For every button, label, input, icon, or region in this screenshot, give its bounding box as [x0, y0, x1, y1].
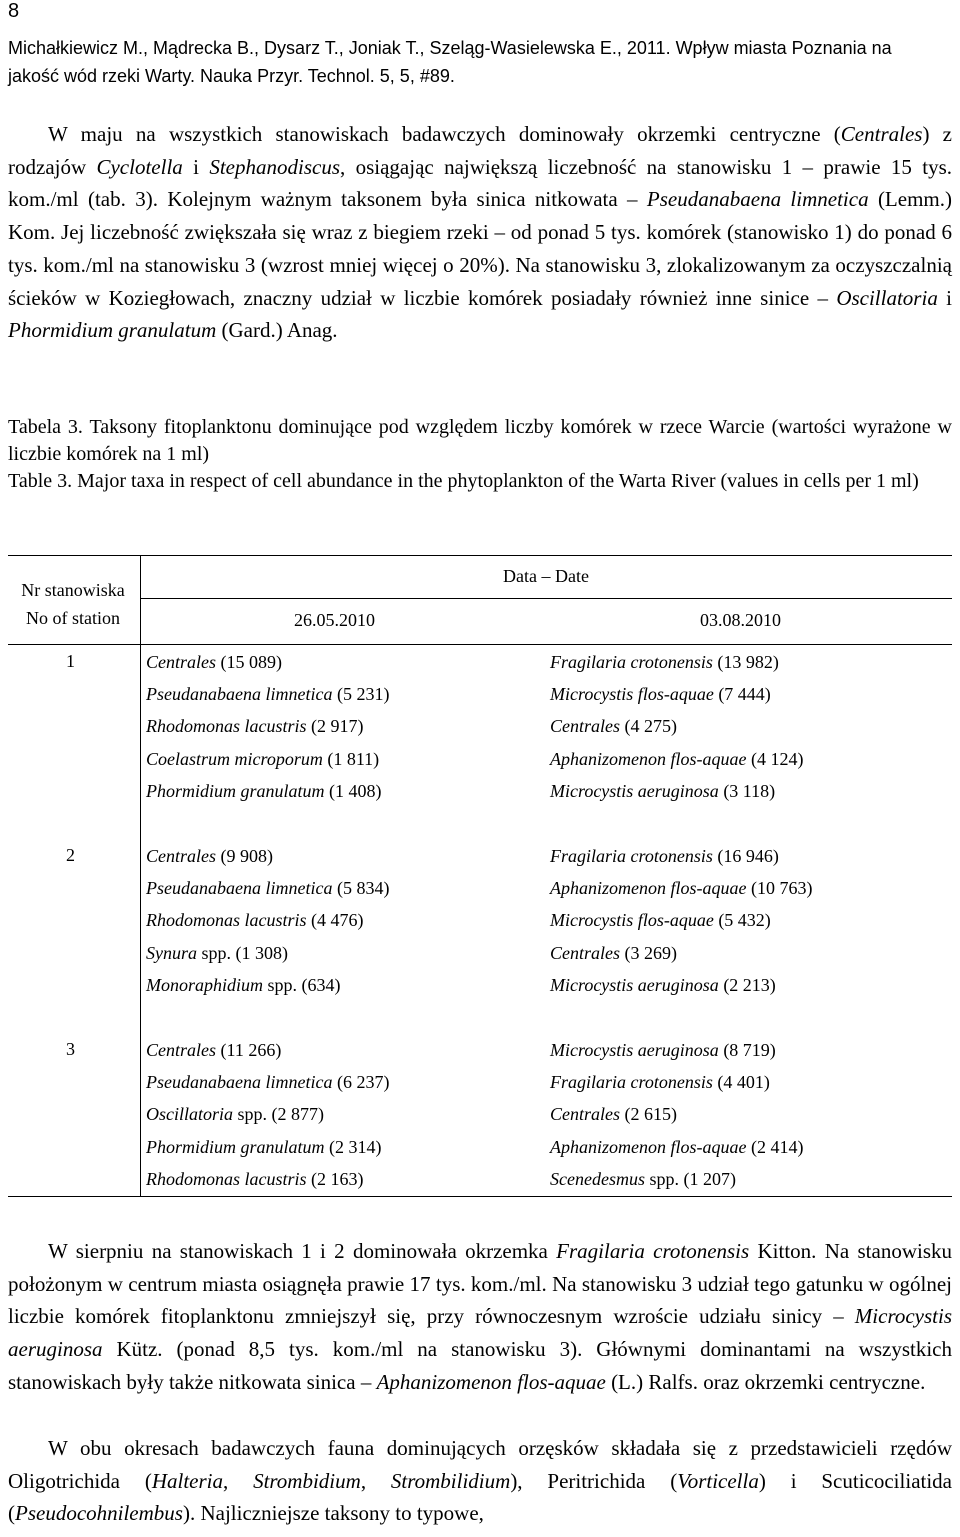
- taxon-name: Oscillatoria: [146, 1104, 234, 1125]
- cell-count: (16 946): [712, 846, 779, 866]
- taxon-name: Aphanizomenon flos-aquae: [376, 1369, 606, 1394]
- text-run: (L.) Ralfs. oraz okrzemki centryczne.: [605, 1369, 926, 1394]
- text-run: , osiągając największą liczebność na stanowisku 1 – prawie 15 tys. kom./ml (tab. 3). Kolejnym ważnym taksonem była sinica nitkowata –: [8, 154, 952, 212]
- date-august-header: 03.08.2010: [700, 610, 781, 630]
- page-number: 8: [8, 0, 20, 22]
- cell-count: spp. (634): [263, 974, 341, 995]
- taxon-entry-may: [146, 1131, 382, 1163]
- cell-count: (5 432): [713, 910, 771, 931]
- taxon-name: Fragilaria crotonensis: [556, 1239, 750, 1263]
- table-caption-polish: Tabela 3. Taksony fitoplanktonu dominujące pod względem liczby komórek w rzece Warcie (wartości wyrażone w liczbie komórek na 1 ml): [8, 416, 952, 465]
- text-run: (Lemm.) Kom. Jej liczebność zwiększała się wraz z biegiem rzeki – od ponad 5 tys. komórek (stanowisko 1) do ponad 6 tys. kom./ml na stanowisku 3 (wzrost mniej więcej o 20%). Na stanowisku 3, zlokalizowanym za oczyszczalnią ścieków w Koziegłowach, znaczny udział w liczbie komórek posiadały również inne sinice –: [8, 187, 952, 310]
- taxon-entry-may: [146, 1066, 389, 1098]
- taxon-name: Centrales: [146, 1040, 216, 1060]
- taxon-entry-may: [146, 969, 341, 1001]
- taxon-name: Centrales: [146, 652, 216, 672]
- taxon-name: Aphanizomenon flos-aquae: [550, 878, 747, 899]
- taxon-name: Rhodomonas lacustris: [146, 1168, 307, 1189]
- text-run: ), Peritrichida (: [510, 1468, 678, 1493]
- cell-count: (10 763): [746, 878, 813, 899]
- cell-count: spp. (1 207): [644, 1168, 736, 1189]
- taxon-name: Vorticella: [677, 1468, 759, 1493]
- taxon-entry-august: [550, 1131, 803, 1163]
- cell-count: (13 982): [712, 652, 779, 672]
- taxon-name: Fragilaria crotonensis: [550, 846, 713, 866]
- cell-count: (1 408): [324, 780, 382, 801]
- cell-count: spp. (2 877): [233, 1104, 325, 1125]
- taxon-entry-august: [550, 646, 779, 678]
- taxon-name: Strombilidium: [390, 1468, 511, 1493]
- taxon-name: Centrales: [550, 1104, 620, 1125]
- station-header-pl: Nr stanowiska: [21, 580, 125, 600]
- cell-count: (4 275): [620, 716, 677, 737]
- table-bottom-rule: [8, 1196, 952, 1197]
- table-header-rule: [8, 644, 952, 645]
- taxon-entry-may: [146, 904, 364, 936]
- taxon-entry-may: [146, 1163, 364, 1195]
- taxon-name: Microcystis aeruginosa: [550, 780, 719, 801]
- taxon-name: Centrales: [840, 122, 923, 146]
- taxon-name: Synura: [146, 942, 197, 963]
- station-number: 2: [66, 845, 75, 865]
- taxon-name: Aphanizomenon flos-aquae: [550, 748, 747, 769]
- cell-count: (8 719): [718, 1040, 776, 1060]
- cell-count: (2 414): [746, 1136, 804, 1157]
- text-run: Kütz. (ponad 8,5 tys. kom./ml na stanowisku 3). Głównymi dominantami na wszystkich stanowiskach były także nitkowata sinica –: [8, 1337, 952, 1394]
- table-caption: [8, 414, 952, 495]
- citation-header: [8, 34, 952, 90]
- taxon-entry-august: [550, 872, 812, 904]
- text-run: Kitton. Na stanowisku położonym w centrum miasta osiągnęła prawie 17 tys. kom./ml. Na stanowisku 3 udział tego gatunku w ogólnej liczbie komórek fitoplanktonu zmniejszył się, przy równoczesnym wzroście udziału sinicy –: [8, 1239, 952, 1329]
- station-number: 1: [66, 651, 75, 671]
- taxon-name: Rhodomonas lacustris: [146, 716, 307, 737]
- table-body-divider: [140, 644, 141, 1196]
- cell-count: (2 213): [718, 974, 776, 995]
- taxon-name: Pseudanabaena limnetica: [146, 1072, 333, 1093]
- cell-count: (2 163): [306, 1168, 364, 1189]
- citation-line-1: Michałkiewicz M., Mądrecka B., Dysarz T., Joniak T., Szeląg-Wasielewska E., 2011. Wpływ miasta Poznania na: [8, 38, 892, 58]
- taxon-entry-august: [550, 1098, 677, 1130]
- table-date-rule: [140, 598, 952, 599]
- taxon-entry-august: [550, 937, 677, 969]
- taxon-name: Phormidium granulatum: [146, 780, 325, 801]
- text-run: W sierpniu na stanowiskach 1 i 2 dominowała okrzemka: [48, 1239, 557, 1263]
- taxon-name: Phormidium granulatum: [146, 1136, 325, 1157]
- taxon-name: Rhodomonas lacustris: [146, 910, 307, 931]
- taxon-entry-may: [146, 775, 382, 807]
- taxon-entry-may: [146, 937, 288, 969]
- taxon-name: Oscillatoria: [836, 285, 938, 310]
- taxon-entry-may: [146, 1098, 324, 1130]
- cell-count: (2 314): [324, 1136, 382, 1157]
- cell-count: (15 089): [216, 652, 282, 672]
- taxon-entry-august: [550, 743, 803, 775]
- cell-count: (5 231): [332, 684, 390, 705]
- taxon-name: Microcystis aeruginosa: [550, 974, 719, 995]
- text-run: W maju na wszystkich stanowiskach badawczych dominowały okrzemki centryczne (: [48, 122, 841, 146]
- taxon-entry-may: [146, 743, 379, 775]
- taxon-entry-may: [146, 710, 364, 742]
- cell-count: (4 401): [712, 1072, 770, 1093]
- taxon-name: Pseudanabaena limnetica: [146, 878, 333, 899]
- taxon-name: Cyclotella: [96, 154, 183, 179]
- cell-count: (3 118): [718, 780, 776, 801]
- taxon-entry-august: [550, 969, 776, 1001]
- taxon-name: Fragilaria crotonensis: [550, 1072, 713, 1093]
- text-run: W obu okresach badawczych fauna dominujących orzęsków składała się z przedstawicieli rzędów Oligotrichida (: [8, 1436, 952, 1493]
- cell-count: (6 237): [332, 1072, 390, 1093]
- station-number: 3: [66, 1039, 75, 1059]
- taxon-name: Strombidium: [253, 1468, 361, 1493]
- text-run: ). Najliczniejsze taksony to typowe,: [182, 1501, 484, 1526]
- taxon-name: Coelastrum microporum: [146, 748, 323, 769]
- taxon-name: Monoraphidium: [146, 974, 263, 995]
- taxon-name: Centrales: [550, 942, 620, 963]
- taxon-name: Halteria: [151, 1468, 223, 1493]
- taxon-name: Aphanizomenon flos-aquae: [550, 1136, 747, 1157]
- text-run: ) z rodzajów: [8, 122, 952, 179]
- paragraph-ciliates: [8, 1432, 952, 1530]
- text-run: i: [182, 154, 210, 179]
- station-column-header: [8, 576, 138, 632]
- paragraph-may: [8, 118, 952, 347]
- cell-count: (5 834): [332, 878, 390, 899]
- taxon-name: Fragilaria crotonensis: [550, 652, 713, 672]
- cell-count: (1 811): [322, 748, 380, 769]
- taxon-entry-august: [550, 1066, 770, 1098]
- taxon-entry-august: [550, 840, 779, 872]
- taxon-entry-august: [550, 678, 771, 710]
- taxon-entry-may: [146, 646, 282, 678]
- taxon-name: Pseudanabaena limnetica: [646, 187, 869, 212]
- taxon-name: Microcystis aeruginosa: [550, 1040, 719, 1060]
- taxon-name: Stephanodiscus: [209, 154, 340, 179]
- taxon-name: Microcystis aeruginosa: [8, 1304, 952, 1362]
- taxon-name: Pseudocohnilembus: [15, 1501, 183, 1526]
- cell-count: spp. (1 308): [197, 942, 288, 963]
- table-caption-english: Table 3. Major taxa in respect of cell abundance in the phytoplankton of the Warta River (values in cells per 1 ml): [8, 470, 919, 492]
- text-run: ,: [360, 1468, 391, 1493]
- taxon-name: Scenedesmus: [550, 1168, 645, 1189]
- text-run: (Gard.) Anag.: [216, 318, 338, 343]
- taxon-name: Microcystis flos-aquae: [550, 684, 714, 705]
- date-may-header: 26.05.2010: [294, 610, 375, 630]
- cell-count: (7 444): [713, 684, 771, 705]
- cell-count: (2 615): [620, 1104, 677, 1125]
- taxon-name: Centrales: [550, 716, 620, 737]
- cell-count: (11 266): [216, 1040, 282, 1060]
- taxon-entry-may: [146, 840, 273, 872]
- taxon-entry-august: [550, 1163, 736, 1195]
- paragraph-august: [8, 1235, 952, 1399]
- cell-count: (3 269): [620, 942, 677, 963]
- text-run: ,: [222, 1468, 254, 1493]
- taxon-entry-may: [146, 1034, 281, 1066]
- taxon-name: Pseudanabaena limnetica: [146, 684, 333, 705]
- taxon-entry-may: [146, 678, 389, 710]
- date-column-header: Data – Date: [503, 566, 589, 586]
- taxon-name: Centrales: [146, 846, 216, 866]
- taxon-entry-august: [550, 1034, 776, 1066]
- cell-count: (4 124): [746, 748, 804, 769]
- taxon-entry-may: [146, 872, 389, 904]
- taxon-entry-august: [550, 904, 771, 936]
- text-run: ) i Scuticociliatida (: [8, 1468, 952, 1526]
- cell-count: (4 476): [306, 910, 364, 931]
- table-top-rule: [8, 555, 952, 556]
- station-header-en: No of station: [26, 608, 120, 628]
- taxon-name: Phormidium granulatum: [8, 318, 217, 343]
- taxon-entry-august: [550, 775, 775, 807]
- citation-line-2: jakość wód rzeki Warty. Nauka Przyr. Technol. 5, 5, #89.: [8, 66, 455, 86]
- cell-count: (2 917): [306, 716, 364, 737]
- taxon-entry-august: [550, 710, 677, 742]
- taxon-name: Microcystis flos-aquae: [550, 910, 714, 931]
- text-run: i: [937, 285, 952, 310]
- cell-count: (9 908): [216, 846, 273, 866]
